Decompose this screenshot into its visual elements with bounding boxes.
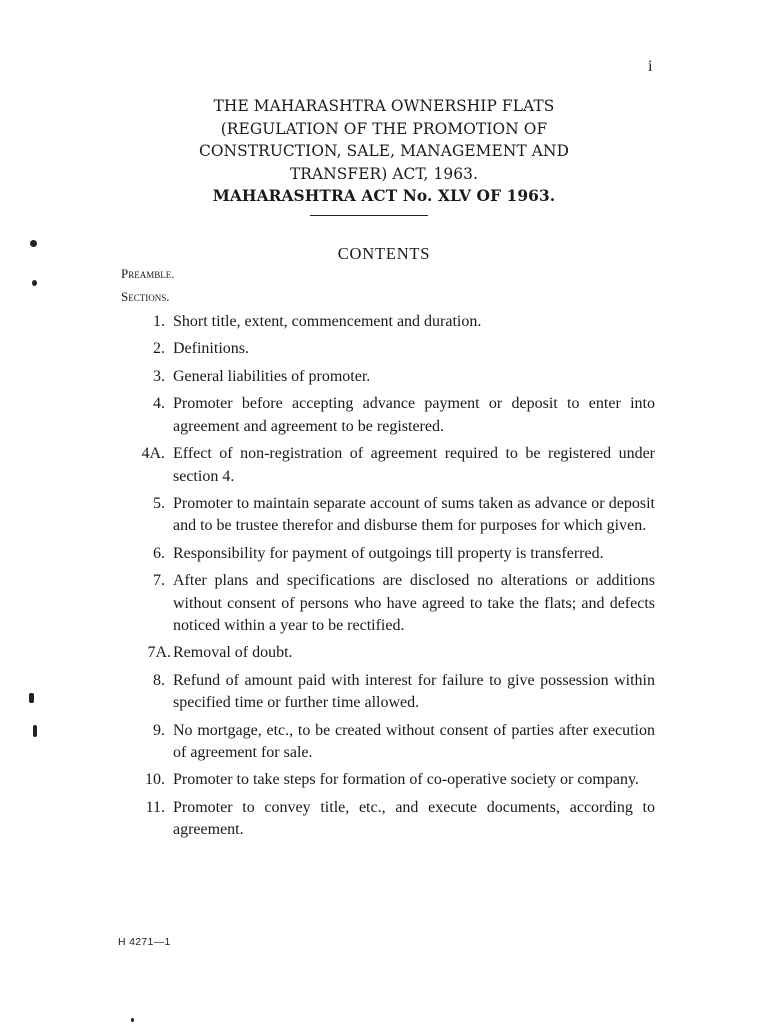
title-divider	[310, 215, 428, 216]
section-number: 9.	[153, 721, 165, 739]
title-line: (REGULATION OF THE PROMOTION OF	[220, 119, 548, 138]
section-item	[115, 393, 655, 438]
section-title: After plans and specifications are disclosed no alterations or additions without consent of persons who have agreed to take the flats; and defects noticed within a year to be rectified.	[173, 572, 655, 634]
section-number: 4.	[153, 395, 165, 413]
section-item	[115, 443, 655, 488]
title-line: TRANSFER) ACT, 1963.	[289, 164, 479, 183]
section-number: 10.	[145, 771, 165, 789]
page-number: i	[648, 58, 653, 75]
sections-label: Sections.	[121, 289, 170, 304]
section-item	[115, 366, 655, 388]
footer-print-code: H 4271—1	[118, 936, 171, 948]
section-item	[115, 570, 655, 637]
section-item	[115, 797, 655, 842]
section-title: Promoter before accepting advance payment or deposit to enter into agreement and agreement to be registered.	[173, 395, 655, 435]
section-item	[115, 769, 655, 791]
section-number: 6.	[153, 544, 165, 562]
section-list	[115, 311, 655, 847]
act-number: MAHARASHTRA ACT No. XLV OF 1963.	[212, 187, 556, 205]
section-number: 4A.	[141, 445, 165, 463]
section-item	[115, 311, 655, 333]
section-number: 3.	[153, 367, 165, 385]
contents-heading: CONTENTS	[337, 244, 431, 263]
section-title: Removal of doubt.	[173, 644, 293, 662]
section-title: Promoter to convey title, etc., and execute documents, according to agreement.	[173, 798, 655, 839]
section-number: 7A.	[147, 644, 171, 662]
section-item	[115, 338, 655, 360]
section-title: Short title, extent, commencement and duration.	[173, 313, 482, 330]
section-number: 2.	[153, 340, 165, 358]
section-title: Effect of non-registration of agreement required to be registered under section 4.	[173, 445, 655, 485]
section-item	[115, 543, 655, 565]
scan-speck	[32, 280, 37, 286]
section-number: 1.	[153, 313, 165, 330]
section-title: Definitions.	[173, 340, 249, 358]
section-item	[115, 670, 655, 715]
section-title: Responsibility for payment of outgoings till property is transferred.	[173, 544, 604, 562]
scan-speck	[29, 693, 34, 703]
scan-speck	[131, 1018, 134, 1022]
section-number: 5.	[153, 495, 165, 513]
section-item	[115, 493, 655, 538]
scan-speck	[30, 240, 37, 247]
preamble-label: Preamble.	[121, 266, 175, 281]
section-title: No mortgage, etc., to be created without consent of parties after execution of agreement for sale.	[173, 721, 655, 761]
section-number: 11.	[145, 798, 165, 816]
title-line: CONSTRUCTION, SALE, MANAGEMENT AND	[198, 142, 570, 160]
section-number: 8.	[153, 671, 165, 689]
section-item	[115, 720, 655, 765]
section-number: 7.	[153, 572, 165, 590]
section-title: Promoter to maintain separate account of sums taken as advance or deposit and to be trustee therefor and disburse them for purposes for which given.	[173, 495, 655, 535]
section-title: Refund of amount paid with interest for failure to give possession within specified time or further time allowed.	[173, 671, 655, 712]
section-title: General liabilities of promoter.	[173, 367, 371, 385]
scan-speck	[33, 725, 37, 737]
section-item	[115, 642, 655, 664]
act-title	[120, 95, 648, 208]
title-line: THE MAHARASHTRA OWNERSHIP FLATS	[213, 97, 555, 115]
section-title: Promoter to take steps for formation of co-operative society or company.	[173, 771, 639, 789]
